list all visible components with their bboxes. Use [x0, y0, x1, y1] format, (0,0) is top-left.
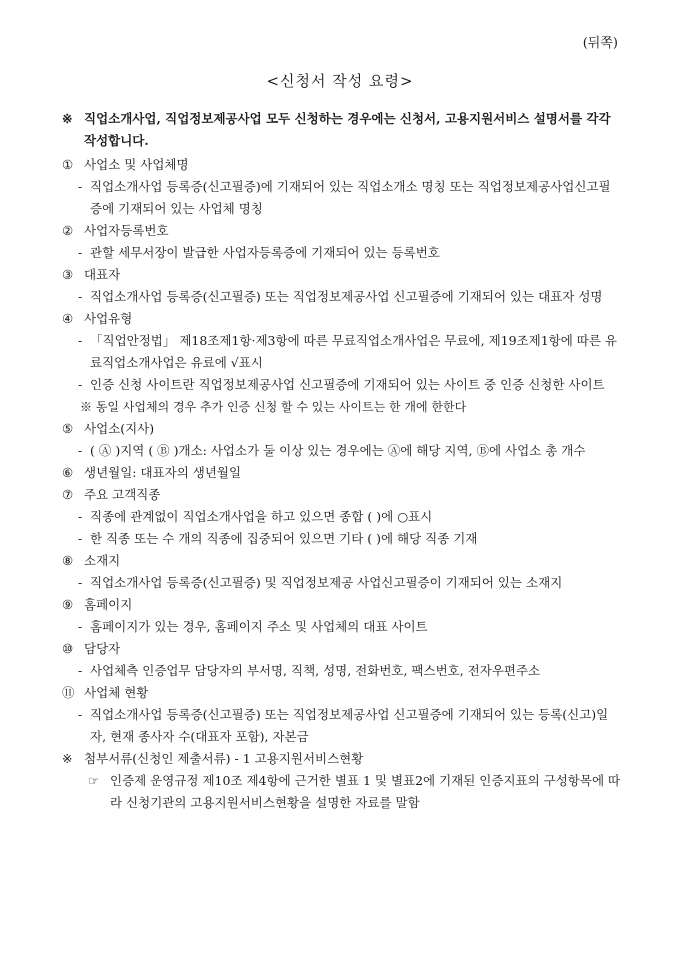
section-item [62, 242, 622, 264]
section-heading [62, 220, 622, 242]
section-title: 담당자 [84, 641, 121, 656]
section-heading [62, 594, 622, 616]
section-item [62, 374, 622, 396]
section-number: ⑧ [62, 553, 74, 568]
section-heading [62, 462, 622, 484]
section-item [62, 704, 622, 748]
section-heading [62, 308, 622, 330]
section-item [62, 330, 622, 374]
section-item [62, 286, 622, 308]
section-heading [62, 418, 622, 440]
section-item-text: 직업소개사업 등록증(신고필증) 또는 직업정보제공사업 신고필증에 기재되어 있는 등록(신고)일자, 현재 종사자 수(대표자 포함), 자본금 [90, 707, 609, 744]
section-title: 사업자등록번호 [84, 223, 169, 238]
section-number: ⑦ [62, 487, 74, 502]
section-item [62, 616, 622, 638]
section-number: ⑤ [62, 421, 74, 436]
section-title: 홈페이지 [84, 597, 133, 612]
section-note: ※ 동일 사업체의 경우 추가 인증 신청 할 수 있는 사이트는 한 개에 한한다 [80, 400, 467, 414]
section-item-text: 홈페이지가 있는 경우, 홈페이지 주소 및 사업체의 대표 사이트 [90, 619, 428, 634]
dash-bullet: - [78, 179, 83, 194]
section-item [62, 176, 622, 220]
section-item-text: ( Ⓐ )지역 ( Ⓑ )개소: 사업소가 둘 이상 있는 경우에는 Ⓐ에 해당 지역, Ⓑ에 사업소 총 개수 [90, 443, 586, 458]
section-title: 사업소 및 사업체명 [84, 157, 189, 172]
intro-text: 직업소개사업, 직업정보제공사업 모두 신청하는 경우에는 신청서, 고용지원서비스 설명서를 각각 작성합니다. [84, 111, 611, 148]
section-item [62, 528, 622, 550]
section-item-text: 관할 세무서장이 발급한 사업자등록증에 기재되어 있는 등록번호 [90, 245, 440, 260]
dash-bullet: - [78, 575, 83, 590]
section-item-text: 직업소개사업 등록증(신고필증) 및 직업정보제공 사업신고필증이 기재되어 있는 소재지 [90, 575, 563, 590]
section-item-text: 한 직종 또는 수 개의 직종에 집중되어 있으면 기타 ( )에 해당 직종 기재 [90, 531, 478, 546]
dash-bullet: - [78, 443, 83, 458]
dash-bullet: - [78, 377, 83, 392]
reference-mark: ※ [62, 111, 73, 126]
section-heading [62, 682, 622, 704]
section-title: 주요 고객직종 [84, 487, 161, 502]
section-item [62, 506, 622, 528]
sections-list [62, 154, 622, 748]
dash-bullet: - [78, 707, 83, 722]
dash-bullet: - [78, 663, 83, 678]
section-item [62, 440, 622, 462]
section-title: 대표자 [84, 267, 121, 282]
section-number: ③ [62, 267, 74, 282]
section-title: 생년월일: 대표자의 생년월일 [84, 465, 242, 480]
section-number: ⑨ [62, 597, 74, 612]
section-title: 소재지 [84, 553, 121, 568]
section-heading [62, 154, 622, 176]
section-heading [62, 484, 622, 506]
intro-note [62, 108, 622, 152]
section-item [62, 660, 622, 682]
section-number: ① [62, 157, 74, 172]
pointing-hand-icon: ☞ [88, 773, 100, 788]
section-title: 사업체 현황 [84, 685, 149, 700]
section-number: ⑩ [62, 641, 74, 656]
section-title: 사업유형 [84, 311, 133, 326]
section-heading [62, 264, 622, 286]
section-number: ⑥ [62, 465, 74, 480]
dash-bullet: - [78, 333, 83, 348]
section-item-text: 인증 신청 사이트란 직업정보제공사업 신고필증에 기재되어 있는 사이트 중 인증 신청한 사이트 [90, 377, 605, 392]
section-item-text: 사업체측 인증업무 담당자의 부서명, 직책, 성명, 전화번호, 팩스번호, 전자우편주소 [90, 663, 541, 678]
attachment-detail-text: 인증제 운영규정 제10조 제4항에 근거한 별표 1 및 별표2에 기재된 인증지표의 구성항목에 따라 신청기관의 고용지원서비스현황을 설명한 자료를 말함 [110, 773, 621, 810]
section-item [62, 572, 622, 594]
section-item-text: 직종에 관계없이 직업소개사업을 하고 있으면 종합 ( )에 ○표시 [90, 509, 433, 524]
section-number: ② [62, 223, 74, 238]
section-item-text: 직업소개사업 등록증(신고필증)에 기재되어 있는 직업소개소 명칭 또는 직업정보제공사업신고필증에 기재되어 있는 사업체 명칭 [90, 179, 611, 216]
page-title: <신청서 작성 요령> [266, 72, 414, 90]
dash-bullet: - [78, 245, 83, 260]
section-heading [62, 638, 622, 660]
instructions-body [62, 108, 622, 814]
dash-bullet: - [78, 509, 83, 524]
attachment-note [62, 748, 622, 770]
section-number: ⑪ [62, 685, 75, 700]
section-number: ④ [62, 311, 74, 326]
reference-mark: ※ [62, 751, 73, 766]
section-item-text: 직업소개사업 등록증(신고필증) 또는 직업정보제공사업 신고필증에 기재되어 있는 대표자 성명 [90, 289, 603, 304]
section-title: 사업소(지사) [84, 421, 155, 436]
dash-bullet: - [78, 619, 83, 634]
back-side-label: (뒤쪽) [582, 36, 618, 51]
attachment-text: 첨부서류(신청인 제출서류) - 1 고용지원서비스현황 [84, 751, 364, 766]
dash-bullet: - [78, 531, 83, 546]
attachment-detail [62, 770, 622, 814]
section-heading [62, 550, 622, 572]
dash-bullet: - [78, 289, 83, 304]
section-item-text: 「직업안정법」 제18조제1항·제3항에 따른 무료직업소개사업은 무료에, 제19조제1항에 따른 유료직업소개사업은 유료에 √표시 [90, 333, 617, 370]
